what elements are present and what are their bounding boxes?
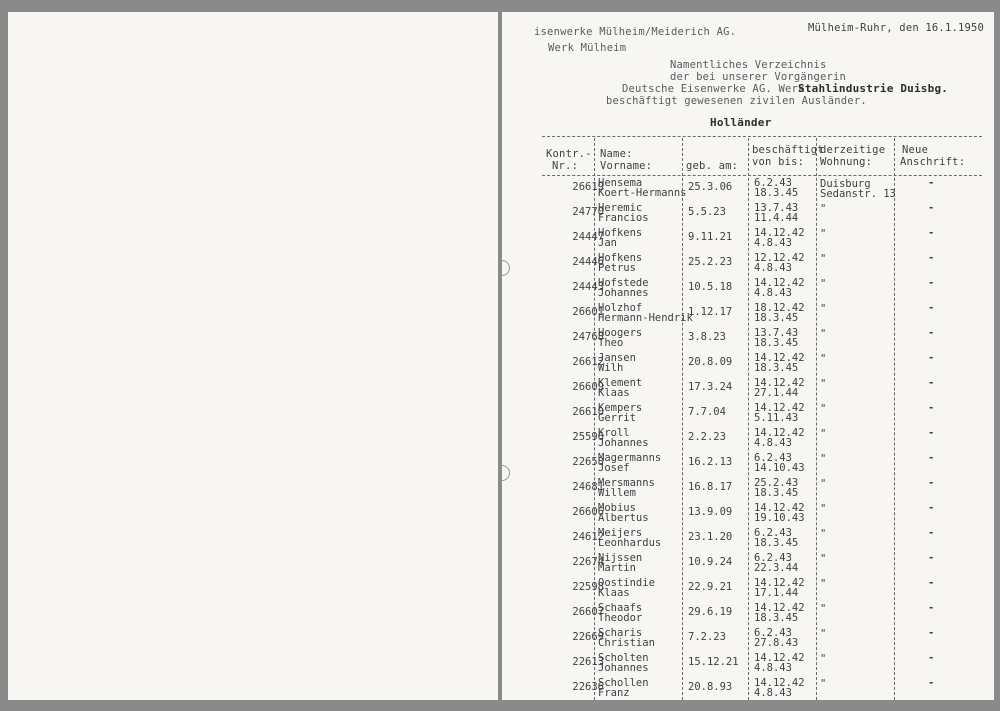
- employed-from: 14.12.42: [754, 402, 805, 414]
- current-address: ": [820, 403, 827, 415]
- kontr-nr: 24443: [572, 281, 604, 293]
- firstname: Johannes: [598, 662, 649, 674]
- surname: Hofkens: [598, 227, 643, 239]
- current-address: ": [820, 528, 827, 540]
- surname: Hofkens: [598, 252, 643, 264]
- new-address: -: [928, 427, 935, 439]
- kontr-nr: 24681: [572, 481, 604, 493]
- birth-date: 7.2.23: [688, 631, 726, 643]
- employed-to: 18.3.45: [754, 187, 799, 199]
- header-nr-1: Kontr.-: [546, 148, 592, 160]
- kontr-nr: 22674: [572, 556, 604, 568]
- works-name: Werk Mülheim: [548, 42, 627, 54]
- firstname: Hermann-Hendrik: [598, 312, 693, 324]
- surname: Schollen: [598, 677, 649, 689]
- title-line-2: der bei unserer Vorgängerin: [670, 71, 847, 83]
- surname: Kempers: [598, 402, 643, 414]
- employed-from: 14.12.42: [754, 277, 805, 289]
- current-address: ": [820, 353, 827, 365]
- kontr-nr: 22636: [572, 681, 604, 693]
- kontr-nr: 24768: [572, 331, 604, 343]
- birth-date: 17.3.24: [688, 381, 733, 393]
- blank-left-page: [8, 12, 498, 700]
- table-row: [502, 251, 994, 276]
- current-address: ": [820, 428, 827, 440]
- table-row: [502, 426, 994, 451]
- header-emp-2: von bis:: [752, 156, 805, 168]
- kontr-nr: 26609: [572, 381, 604, 393]
- birth-date: 29.6.19: [688, 606, 733, 618]
- surname: Schaafs: [598, 602, 643, 614]
- header-emp-1: beschäftigt: [752, 144, 824, 156]
- table-row: [502, 351, 994, 376]
- firstname: Albertus: [598, 512, 649, 524]
- birth-date: 5.5.23: [688, 206, 726, 218]
- surname: Hofstede: [598, 277, 649, 289]
- employed-from: 6.2.43: [754, 177, 792, 189]
- firstname: Johannes: [598, 437, 649, 449]
- surname: Heremic: [598, 202, 643, 214]
- surname: Mobius: [598, 502, 636, 514]
- title-line-3: Deutsche Eisenwerke AG. Werk: [622, 83, 805, 95]
- birth-date: 16.2.13: [688, 456, 733, 468]
- employed-from: 13.7.43: [754, 202, 799, 214]
- employed-to: 18.3.45: [754, 337, 799, 349]
- employed-to: 11.4.44: [754, 212, 799, 224]
- firstname: Gerrit: [598, 412, 636, 424]
- table-row: [502, 376, 994, 401]
- new-address: -: [928, 252, 935, 264]
- table-row: [502, 601, 994, 626]
- current-address: ": [820, 453, 827, 465]
- table-row: [502, 576, 994, 601]
- current-address: ": [820, 603, 827, 615]
- firstname: Franz: [598, 687, 630, 699]
- birth-date: 2.2.23: [688, 431, 726, 443]
- employed-to: 5.11.43: [754, 412, 799, 424]
- kontr-nr: 24770: [572, 206, 604, 218]
- new-address: -: [928, 552, 935, 564]
- surname: Oostindie: [598, 577, 655, 589]
- current-address: ": [820, 203, 827, 215]
- birth-date: 25.3.06: [688, 181, 733, 193]
- table-row: [502, 301, 994, 326]
- kontr-nr: 26606: [572, 506, 604, 518]
- birth-date: 25.2.23: [688, 256, 733, 268]
- table-row: [502, 551, 994, 576]
- employed-to: 4.8.43: [754, 237, 792, 249]
- new-address: -: [928, 352, 935, 364]
- firstname: Johannes: [598, 287, 649, 299]
- employed-to: 4.8.43: [754, 437, 792, 449]
- new-address: -: [928, 502, 935, 514]
- current-address: ": [820, 678, 827, 690]
- new-address: -: [928, 452, 935, 464]
- surname: Hoogers: [598, 327, 643, 339]
- table-top-rule: [542, 136, 982, 137]
- surname: Kroll: [598, 427, 630, 439]
- surname: Jansen: [598, 352, 636, 364]
- birth-date: 3.8.23: [688, 331, 726, 343]
- birth-date: 10.5.18: [688, 281, 733, 293]
- current-address: ": [820, 328, 827, 340]
- birth-date: 13.9.09: [688, 506, 733, 518]
- new-address: -: [928, 377, 935, 389]
- current-address: Duisburg: [820, 178, 871, 190]
- firstname: Jan: [598, 237, 617, 249]
- kontr-nr: 26610: [572, 406, 604, 418]
- new-address: -: [928, 652, 935, 664]
- employed-to: 17.1.44: [754, 587, 799, 599]
- employed-to: 22.3.44: [754, 562, 799, 574]
- table-row: [502, 401, 994, 426]
- employed-from: 18.12.42: [754, 302, 805, 314]
- firstname: Willem: [598, 487, 636, 499]
- birth-date: 16.8.17: [688, 481, 733, 493]
- new-address: -: [928, 627, 935, 639]
- kontr-nr: 22669: [572, 631, 604, 643]
- current-address: ": [820, 503, 827, 515]
- kontr-nr: 22598: [572, 581, 604, 593]
- birth-date: 1.12.17: [688, 306, 733, 318]
- new-address: -: [928, 177, 935, 189]
- employed-from: 6.2.43: [754, 452, 792, 464]
- new-address: -: [928, 327, 935, 339]
- employed-from: 14.12.42: [754, 227, 805, 239]
- employed-from: 14.12.42: [754, 352, 805, 364]
- kontr-nr: 24446: [572, 256, 604, 268]
- employed-to: 18.3.45: [754, 487, 799, 499]
- employed-from: 14.12.42: [754, 677, 805, 689]
- new-address: -: [928, 577, 935, 589]
- table-row: [502, 626, 994, 651]
- firstname: Petrus: [598, 262, 636, 274]
- firstname: Wilh: [598, 362, 624, 374]
- current-address-street: Sedanstr. 13: [820, 188, 896, 200]
- employed-to: 27.1.44: [754, 387, 799, 399]
- surname: Hensema: [598, 177, 643, 189]
- employed-from: 6.2.43: [754, 527, 792, 539]
- header-addr-2: Wohnung:: [820, 156, 873, 168]
- kontr-nr: 24447: [572, 231, 604, 243]
- birth-date: 20.8.93: [688, 681, 733, 693]
- birth-date: 9.11.21: [688, 231, 733, 243]
- kontr-nr: 22613: [572, 656, 604, 668]
- company-name: isenwerke Mülheim/Meiderich AG.: [534, 26, 737, 38]
- table-row: [502, 476, 994, 501]
- surname: Klement: [598, 377, 643, 389]
- employed-from: 6.2.43: [754, 627, 792, 639]
- new-address: -: [928, 202, 935, 214]
- employed-to: 27.8.43: [754, 637, 799, 649]
- firstname: Koert-Hermanns: [598, 187, 687, 199]
- surname: Meijers: [598, 527, 643, 539]
- kontr-nr: 26612: [572, 356, 604, 368]
- kontr-nr: 25596: [572, 431, 604, 443]
- employed-from: 14.12.42: [754, 652, 805, 664]
- employed-to: 18.3.45: [754, 612, 799, 624]
- firstname: Theodor: [598, 612, 643, 624]
- firstname: Leonhardus: [598, 537, 662, 549]
- birth-date: 15.12.21: [688, 656, 739, 668]
- employed-to: 18.3.45: [754, 537, 799, 549]
- employed-from: 14.12.42: [754, 377, 805, 389]
- current-address: ": [820, 578, 827, 590]
- header-nr-2: Nr.:: [552, 160, 579, 172]
- employed-from: 13.7.43: [754, 327, 799, 339]
- table-row: [502, 501, 994, 526]
- title-line-1: Namentliches Verzeichnis: [670, 59, 827, 71]
- document-page: [502, 12, 994, 700]
- new-address: -: [928, 227, 935, 239]
- header-born: geb. am:: [686, 160, 739, 172]
- surname: Nijssen: [598, 552, 643, 564]
- section-heading: Holländer: [710, 116, 772, 129]
- surname: Mersmanns: [598, 477, 655, 489]
- employed-from: 14.12.42: [754, 427, 805, 439]
- current-address: ": [820, 378, 827, 390]
- employed-to: 14.10.43: [754, 462, 805, 474]
- surname: Holzhof: [598, 302, 643, 314]
- birth-date: 10.9.24: [688, 556, 733, 568]
- place-and-date: Mülheim-Ruhr, den 16.1.1950: [808, 22, 985, 34]
- employed-from: 14.12.42: [754, 577, 805, 589]
- title-firm: Stahlindustrie Duisbg.: [798, 82, 949, 95]
- new-address: -: [928, 302, 935, 314]
- employed-to: 18.3.45: [754, 312, 799, 324]
- firstname: Christian: [598, 637, 655, 649]
- current-address: ": [820, 228, 827, 240]
- current-address: ": [820, 628, 827, 640]
- employed-to: 4.8.43: [754, 287, 792, 299]
- employed-from: 25.2.43: [754, 477, 799, 489]
- employed-to: 19.10.43: [754, 512, 805, 524]
- employed-to: 4.8.43: [754, 687, 792, 699]
- current-address: ": [820, 478, 827, 490]
- table-row: [502, 651, 994, 676]
- employed-from: 6.2.43: [754, 552, 792, 564]
- current-address: ": [820, 253, 827, 265]
- employed-from: 14.12.42: [754, 602, 805, 614]
- kontr-nr: 26601: [572, 306, 604, 318]
- surname: Scholten: [598, 652, 649, 664]
- employed-to: 4.8.43: [754, 262, 792, 274]
- kontr-nr: 24612: [572, 531, 604, 543]
- current-address: ": [820, 653, 827, 665]
- new-address: -: [928, 677, 935, 689]
- firstname: Josef: [598, 462, 630, 474]
- header-new-2: Anschrift:: [900, 156, 966, 168]
- new-address: -: [928, 402, 935, 414]
- employed-to: 4.8.43: [754, 662, 792, 674]
- birth-date: 23.1.20: [688, 531, 733, 543]
- firstname: Theo: [598, 337, 624, 349]
- birth-date: 7.7.04: [688, 406, 726, 418]
- kontr-nr: 26607: [572, 606, 604, 618]
- header-new-1: Neue: [902, 144, 929, 156]
- table-row: [502, 226, 994, 251]
- table-row: [502, 201, 994, 226]
- table-row: [502, 276, 994, 301]
- header-addr-1: derzeitige: [820, 144, 886, 156]
- table-row: [502, 451, 994, 476]
- header-name-1: Name:: [600, 148, 633, 160]
- firstname: Klaas: [598, 387, 630, 399]
- current-address: ": [820, 303, 827, 315]
- surname: Scharis: [598, 627, 643, 639]
- table-row: [502, 526, 994, 551]
- employed-to: 18.3.45: [754, 362, 799, 374]
- new-address: -: [928, 477, 935, 489]
- table-row: [502, 676, 994, 700]
- employed-from: 14.12.42: [754, 502, 805, 514]
- surname: Magermanns: [598, 452, 662, 464]
- birth-date: 20.8.09: [688, 356, 733, 368]
- header-name-2: Vorname:: [600, 160, 653, 172]
- current-address: ": [820, 278, 827, 290]
- new-address: -: [928, 277, 935, 289]
- table-row: [502, 176, 994, 201]
- new-address: -: [928, 602, 935, 614]
- firstname: Martin: [598, 562, 636, 574]
- employed-from: 12.12.42: [754, 252, 805, 264]
- title-line-4: beschäftigt gewesenen zivilen Ausländer.: [606, 95, 867, 107]
- firstname: Klaas: [598, 587, 630, 599]
- table-row: [502, 326, 994, 351]
- kontr-nr: 22658: [572, 456, 604, 468]
- new-address: -: [928, 527, 935, 539]
- firstname: Francios: [598, 212, 649, 224]
- kontr-nr: 26619: [572, 181, 604, 193]
- birth-date: 22.9.21: [688, 581, 733, 593]
- current-address: ": [820, 553, 827, 565]
